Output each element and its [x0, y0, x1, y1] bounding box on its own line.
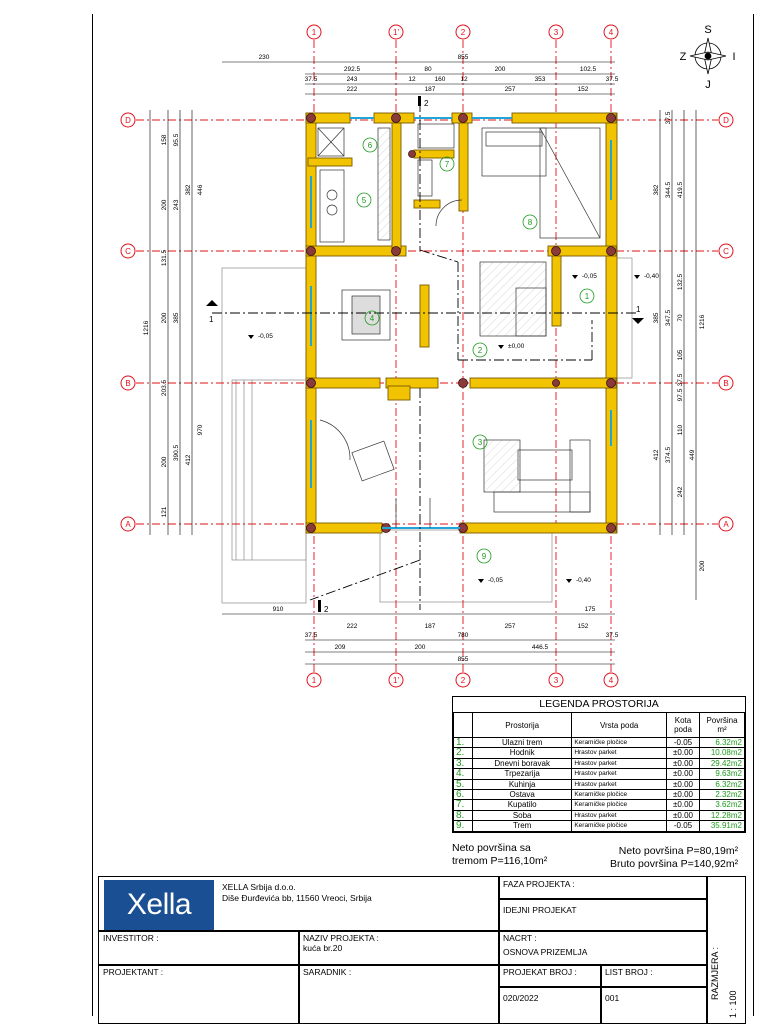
compass-north: S — [704, 24, 712, 36]
legend-row — [454, 779, 745, 789]
axis-label-3: 3 — [553, 28, 559, 37]
legend-row-num: 2. — [454, 748, 473, 758]
legend-row — [454, 790, 745, 800]
room-number-8: 8 — [527, 218, 533, 227]
investitor-label: INVESTITOR : — [103, 933, 159, 943]
axis-label-2-bottom: 2 — [460, 676, 466, 685]
legend-row-room: Hodnik — [473, 748, 572, 758]
dim-910: 910 — [272, 606, 284, 613]
room-legend — [452, 696, 746, 833]
room-number-9: 9 — [481, 552, 487, 561]
legend-row-num: 8. — [454, 810, 473, 820]
projektant-cell — [98, 964, 300, 1024]
dim-l-121: 121 — [161, 506, 168, 518]
legend-row-level: ±0.00 — [667, 779, 700, 789]
dim-r-374: 374.5 — [665, 446, 672, 464]
dim-r-105: 105 — [677, 349, 684, 361]
dim-12a: 12 — [408, 76, 416, 83]
dim-l-200c: 200 — [161, 456, 168, 468]
dim-l-446: 446 — [197, 184, 204, 196]
dim-b-446: 446.5 — [531, 644, 549, 651]
dim-r-200: 200 — [699, 560, 706, 572]
level-mark-1: -0,05 — [582, 273, 597, 280]
dim-b-257: 257 — [504, 623, 516, 630]
legend-row-area: 29.42m2 — [700, 758, 745, 768]
dim-r-37b: 37.5 — [677, 373, 684, 387]
dim-r-344: 344.5 — [665, 181, 672, 199]
compass-west: Z — [679, 51, 687, 63]
legend-row — [454, 821, 745, 831]
dim-l-1216: 1216 — [143, 320, 150, 336]
legend-row-level: ±0.00 — [667, 769, 700, 779]
nacrt-label: NACRT : — [503, 933, 537, 943]
list-label: LIST BROJ : — [605, 967, 653, 977]
legend-header-num — [454, 713, 473, 738]
neto-with-porch-line2: tremom P=116,10m² — [452, 855, 548, 867]
section-label-2-top: 2 — [424, 99, 429, 108]
legend-row-level: ±0.00 — [667, 800, 700, 810]
legend-row-floor: Keramičke pločice — [572, 821, 667, 831]
list-value: 001 — [605, 993, 620, 1003]
legend-row-floor: Keramičke pločice — [572, 790, 667, 800]
legend-header-floor: Vrsta poda — [572, 713, 667, 738]
dim-r-132: 132.5 — [677, 273, 684, 291]
dim-102: 102.5 — [579, 66, 597, 73]
level-mark-5: -0,05 — [488, 577, 503, 584]
legend-row-area: 35.91m2 — [700, 821, 745, 831]
axis-grid — [136, 40, 718, 672]
dim-b-209: 209 — [334, 644, 346, 651]
nacrt-cell — [498, 930, 708, 966]
broj-label-cell — [498, 964, 602, 988]
dim-r-70: 70 — [677, 314, 684, 322]
dim-l-95: 95.5 — [173, 133, 180, 147]
dim-b-37b: 37.5 — [605, 632, 619, 639]
room-number-2: 2 — [477, 346, 483, 355]
dim-187: 187 — [424, 86, 436, 93]
legend-row — [454, 748, 745, 758]
compass-east: I — [732, 51, 736, 63]
level-mark-6: -0,40 — [576, 577, 591, 584]
legend-row-floor: Hrastov parket — [572, 779, 667, 789]
legend-row-area: 12.28m2 — [700, 810, 745, 820]
broj-value-cell — [498, 986, 602, 1024]
dim-222: 222 — [346, 86, 358, 93]
company-address: Diše Đurđevića bb, 11560 Vreoci, Srbija — [222, 893, 372, 903]
dim-r-347: 347.5 — [665, 309, 672, 327]
faza-label-cell — [498, 876, 708, 900]
company-info — [222, 882, 372, 904]
legend-row — [454, 800, 745, 810]
dim-243: 243 — [346, 76, 358, 83]
legend-row-floor: Hrastov parket — [572, 748, 667, 758]
dim-200: 200 — [494, 66, 506, 73]
legend-row-num: 6. — [454, 790, 473, 800]
level-mark-4: -0,05 — [258, 333, 273, 340]
room-number-4: 4 — [369, 314, 375, 323]
dim-l-970: 970 — [197, 424, 204, 436]
dim-top-230: 230 — [258, 54, 270, 61]
broj-label: PROJEKAT BROJ : — [503, 967, 577, 977]
legend-title: LEGENDA PROSTORIJA — [453, 697, 745, 713]
naziv-cell — [298, 930, 500, 966]
dim-37b: 37.5 — [605, 76, 619, 83]
legend-header-room: Prostorija — [473, 713, 572, 738]
legend-row-area: 3.62m2 — [700, 800, 745, 810]
naziv-value: kuća br.20 — [303, 943, 343, 953]
area-summary — [610, 845, 738, 871]
legend-row-floor: Keramičke pločice — [572, 738, 667, 748]
legend-row-room: Trpezarija — [473, 769, 572, 779]
neto-with-porch — [452, 842, 547, 868]
section-label-1-right: 1 — [636, 305, 641, 314]
neto-area: Neto površina P=80,19m² — [618, 845, 739, 857]
investitor-cell — [98, 930, 300, 966]
compass — [680, 24, 736, 91]
legend-row-level: ±0.00 — [667, 748, 700, 758]
axis-label-d: D — [125, 116, 131, 125]
dim-r-97: 97.5 — [677, 388, 684, 402]
dim-l-390: 390.5 — [173, 444, 180, 462]
dim-353: 353 — [534, 76, 546, 83]
dim-12b: 12 — [460, 76, 468, 83]
axis-label-3-bottom: 3 — [553, 676, 559, 685]
legend-row-floor: Hrastov parket — [572, 769, 667, 779]
dim-l-131: 131.5 — [161, 249, 168, 267]
legend-row-level: -0.05 — [667, 738, 700, 748]
legend-row-level: ±0.00 — [667, 810, 700, 820]
section-label-1-left: 1 — [209, 315, 214, 324]
axis-label-1p: 1' — [393, 28, 399, 37]
section-label-2-bottom: 2 — [324, 605, 329, 614]
dim-b-37a: 37.5 — [304, 632, 318, 639]
room-number-7: 7 — [444, 160, 450, 169]
dim-r-382: 382 — [653, 184, 660, 196]
dim-257: 257 — [504, 86, 516, 93]
company-name: XELLA Srbija d.o.o. — [222, 882, 296, 892]
legend-row-area: 9.63m2 — [700, 769, 745, 779]
list-label-cell — [600, 964, 708, 988]
legend-row-room: Soba — [473, 810, 572, 820]
dim-37a: 37.5 — [304, 76, 318, 83]
projektant-label: PROJEKTANT : — [103, 967, 164, 977]
axis-label-4: 4 — [608, 28, 614, 37]
legend-row-area: 10.08m2 — [700, 748, 745, 758]
legend-row — [454, 738, 745, 748]
legend-row-floor: Hrastov parket — [572, 810, 667, 820]
legend-row-area: 6.32m2 — [700, 779, 745, 789]
legend-row-num: 7. — [454, 800, 473, 810]
saradnik-label: SARADNIK : — [303, 967, 352, 977]
faza-value-cell — [498, 898, 708, 932]
dim-160: 160 — [434, 76, 446, 83]
legend-header-level: Kota poda — [667, 713, 700, 738]
dim-l-200b: 200 — [161, 312, 168, 324]
legend-row-area: 2.32m2 — [700, 790, 745, 800]
legend-row — [454, 769, 745, 779]
dim-292: 292.5 — [343, 66, 361, 73]
axis-label-a: A — [125, 520, 131, 529]
axis-label-1: 1 — [311, 28, 317, 37]
dim-r-412: 412 — [653, 449, 660, 461]
dim-l-200a: 200 — [161, 199, 168, 211]
room-number-1: 1 — [584, 292, 590, 301]
dim-l-243: 243 — [173, 199, 180, 211]
bruto-area: Bruto površina P=140,92m² — [610, 858, 739, 870]
legend-row-level: ±0.00 — [667, 758, 700, 768]
xella-logo: Xella — [104, 880, 214, 930]
axis-label-1p-bottom: 1' — [393, 676, 399, 685]
level-mark-3: ±0,00 — [508, 343, 525, 350]
legend-row-area: 6.32m2 — [700, 738, 745, 748]
axis-label-a-right: A — [723, 520, 729, 529]
compass-rose-icon — [690, 38, 726, 74]
legend-header-area: Površina m² — [700, 713, 745, 738]
axis-label-b-right: B — [723, 379, 729, 388]
legend-row-num: 3. — [454, 758, 473, 768]
faza-value: IDEJNI PROJEKAT — [503, 905, 577, 915]
legend-row-room: Kuhinja — [473, 779, 572, 789]
legend-row-room: Kupatilo — [473, 800, 572, 810]
legend-row-floor: Hrastov parket — [572, 758, 667, 768]
section-markers — [206, 96, 644, 612]
dim-r-110: 110 — [677, 424, 684, 436]
broj-value: 020/2022 — [503, 993, 539, 1003]
dim-b-187: 187 — [424, 623, 436, 630]
razmera-value: 1 : 100 — [728, 990, 738, 1018]
dim-175: 175 — [584, 606, 596, 613]
razmera-label: RAZMJERA : — [710, 946, 720, 1000]
legend-row-num: 4. — [454, 769, 473, 779]
legend-row-room: Trem — [473, 821, 572, 831]
neto-with-porch-line1: Neto površina sa — [452, 842, 531, 854]
dim-r-385: 385 — [653, 312, 660, 324]
room-number-6: 6 — [367, 141, 373, 150]
dim-r-242: 242 — [677, 486, 684, 498]
dim-b-780: 780 — [457, 632, 469, 639]
dim-b-855: 855 — [457, 656, 469, 663]
axis-label-2: 2 — [460, 28, 466, 37]
dim-r-449: 449 — [689, 449, 696, 461]
legend-row-floor: Keramičke pločice — [572, 800, 667, 810]
nacrt-value: OSNOVA PRIZEMLJA — [503, 947, 588, 957]
dim-b-152: 152 — [577, 623, 589, 630]
dim-b-200: 200 — [414, 644, 426, 651]
section-lines — [212, 102, 638, 610]
legend-row — [454, 810, 745, 820]
dim-l-385: 385 — [173, 312, 180, 324]
dim-80: 80 — [424, 66, 432, 73]
naziv-label: NAZIV PROJEKTA : — [303, 933, 379, 943]
axis-label-c-right: C — [723, 247, 729, 256]
dim-r-37: 37.5 — [665, 111, 672, 125]
dim-152: 152 — [577, 86, 589, 93]
room-number-5: 5 — [361, 196, 367, 205]
legend-table — [453, 713, 745, 832]
dim-b-222: 222 — [346, 623, 358, 630]
legend-row-num: 5. — [454, 779, 473, 789]
saradnik-cell — [298, 964, 500, 1024]
legend-row-level: -0.05 — [667, 821, 700, 831]
legend-row — [454, 758, 745, 768]
legend-row-room: Dnevni boravak — [473, 758, 572, 768]
legend-row-num: 9. — [454, 821, 473, 831]
axis-label-b: B — [125, 379, 131, 388]
dim-r-1216: 1216 — [699, 314, 706, 330]
legend-row-level: ±0.00 — [667, 790, 700, 800]
legend-header — [454, 713, 745, 738]
legend-row-room: Ulazni trem — [473, 738, 572, 748]
room-number-3: 3 — [477, 438, 483, 447]
level-mark-2: -0,40 — [644, 273, 659, 280]
dim-l-412: 412 — [185, 454, 192, 466]
dim-r-419: 419.5 — [677, 181, 684, 199]
legend-row-room: Ostava — [473, 790, 572, 800]
dim-l-158: 158 — [161, 134, 168, 146]
dim-top-855: 855 — [457, 54, 469, 61]
axis-label-c: C — [125, 247, 131, 256]
axis-label-1-bottom: 1 — [311, 676, 317, 685]
list-value-cell — [600, 986, 708, 1024]
legend-row-num: 1. — [454, 738, 473, 748]
faza-label: FAZA PROJEKTA : — [503, 879, 575, 889]
dim-l-382: 382 — [185, 184, 192, 196]
compass-south: J — [705, 79, 711, 91]
dim-l-203: 203.5 — [161, 379, 168, 397]
axis-label-4-bottom: 4 — [608, 676, 614, 685]
axis-label-d-right: D — [723, 116, 729, 125]
